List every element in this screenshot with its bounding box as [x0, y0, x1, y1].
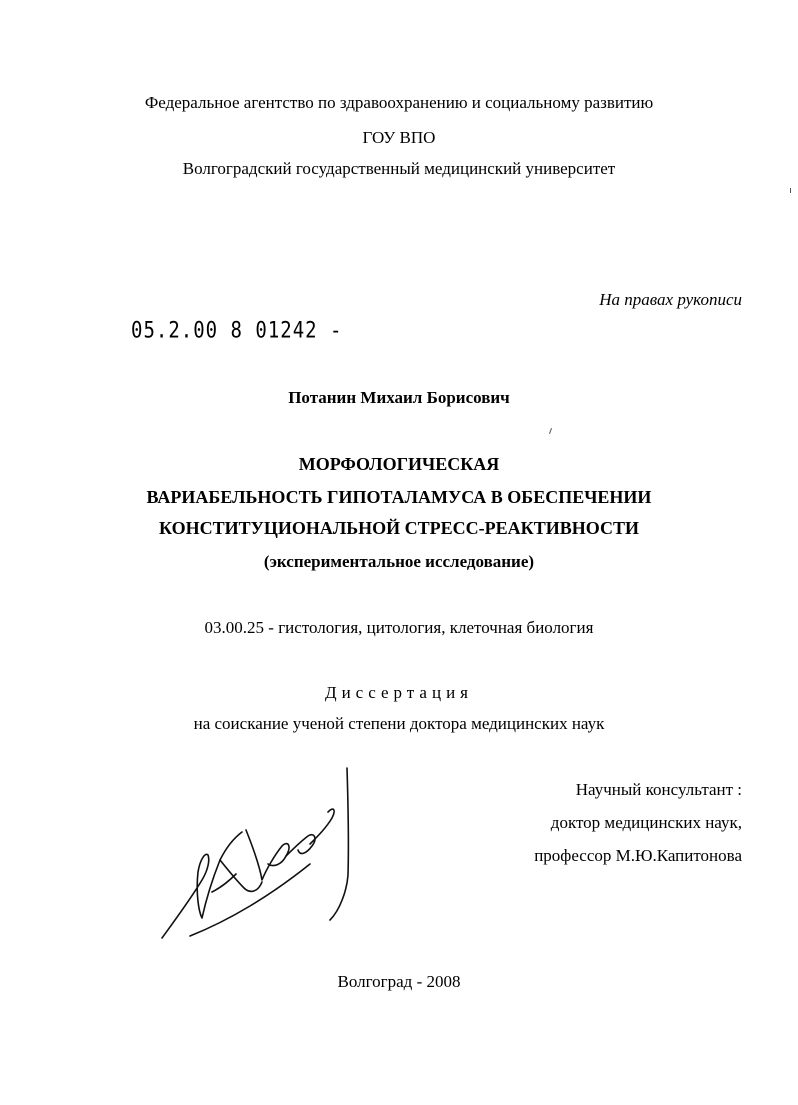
university-name: Волгоградский государственный медицинский университет	[182, 159, 616, 178]
title-line-3: КОНСТИТУЦИОНАЛЬНОЙ СТРЕСС-РЕАКТИВНОСТИ	[159, 518, 639, 538]
document-type: Диссертация	[324, 683, 473, 702]
footer-place-year: Волгоград - 2008	[337, 972, 461, 991]
scan-speck	[549, 428, 552, 434]
title-line-2: ВАРИАБЕЛЬНОСТЬ ГИПОТАЛАМУСА В ОБЕСПЕЧЕНИИ	[146, 487, 652, 507]
agency-line: Федеральное агентство по здравоохранению и социальному развитию	[144, 93, 654, 112]
institution-type: ГОУ ВПО	[362, 128, 436, 147]
specialty-line: 03.00.25 - гистология, цитология, клеточная биология	[204, 618, 594, 637]
author-name: Потанин Михаил Борисович	[288, 388, 510, 407]
consultant-label: Научный консультант :	[575, 780, 742, 799]
degree-line: на соискание ученой степени доктора медицинских наук	[193, 714, 605, 733]
consultant-name: профессор М.Ю.Капитонова	[534, 846, 742, 865]
rights-note: На правах рукописи	[599, 290, 742, 309]
title-line-1: МОРФОЛОГИЧЕСКАЯ	[298, 454, 500, 474]
consultant-degree: доктор медицинских наук,	[550, 813, 742, 832]
registry-code: 05.2.00 8 01242 -	[131, 318, 343, 344]
title-subtitle: (экспериментальное исследование)	[263, 552, 535, 571]
signature	[150, 760, 360, 950]
scan-speck	[790, 188, 791, 193]
